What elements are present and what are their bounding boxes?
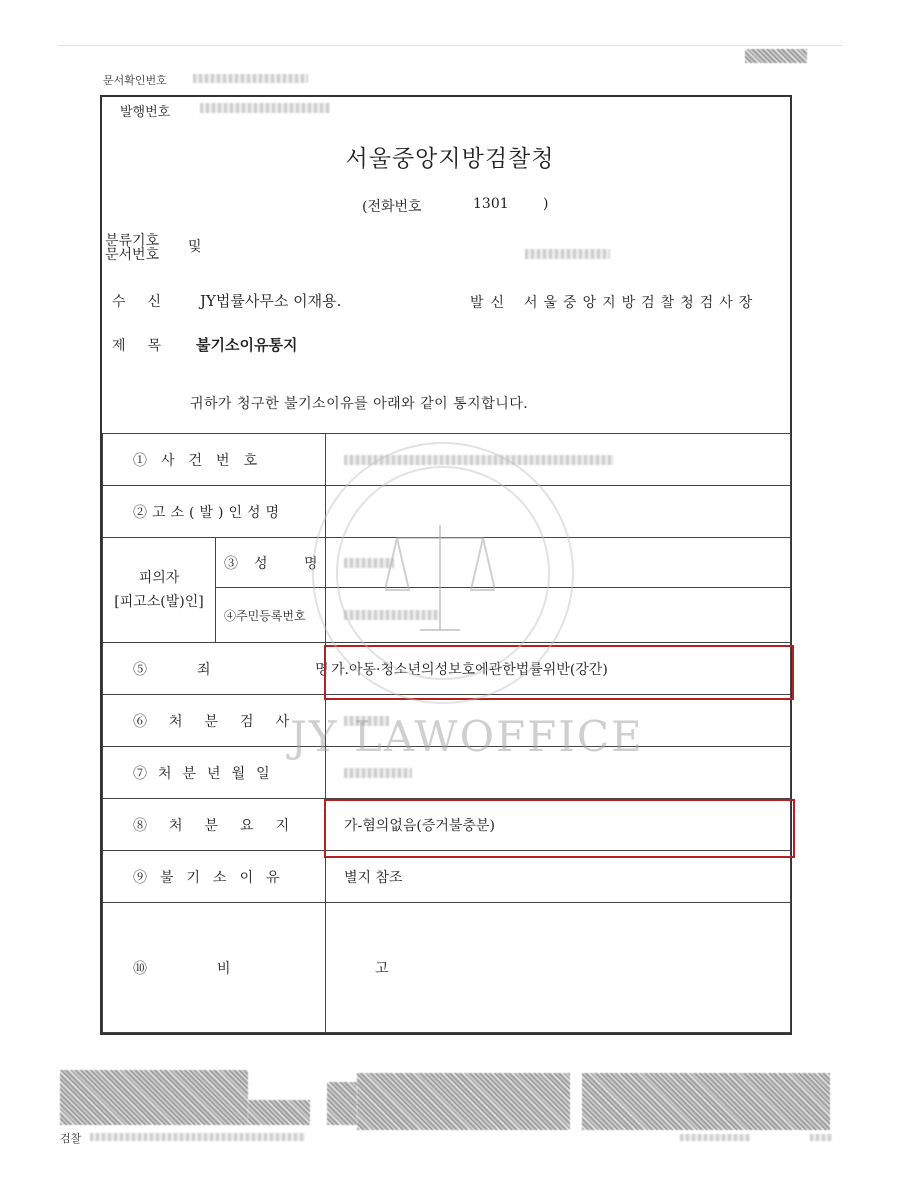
office-title: 서울중앙지방검찰청 <box>345 146 555 172</box>
suspect-sublabel: [피고소(발)인] <box>114 594 204 610</box>
doc-confirm-number-redacted <box>193 74 308 83</box>
corner-code-redacted <box>745 49 807 63</box>
scales-watermark-icon <box>385 520 495 640</box>
remarks-label: ⑩비 고 <box>103 903 326 1033</box>
footer-code-redacted <box>90 1133 305 1141</box>
subject-value: 불기소이유통지 <box>196 336 298 354</box>
top-rule <box>58 45 842 46</box>
barcode-block-1 <box>60 1070 248 1125</box>
barcode-block-1b <box>248 1100 310 1125</box>
barcode-block-2 <box>357 1073 570 1130</box>
footer-right-redacted <box>680 1134 750 1141</box>
disposition-value: 가-혐의없음(증거불충분) <box>326 799 791 851</box>
table-row <box>103 851 791 903</box>
classification-label: 분류기호 문서번호 <box>105 233 160 263</box>
sender-value: 서울중앙지방검찰청검사장 <box>524 295 759 311</box>
complainant-label: ②고소(발)인성명 <box>103 486 326 538</box>
resident-number-label: ④주민등록번호 <box>216 588 326 643</box>
disposition-label: ⑧처분요지 <box>103 799 326 851</box>
classification-and: 및 <box>188 239 202 255</box>
table-row <box>103 903 791 1033</box>
sender-label: 발신 <box>470 295 512 311</box>
reason-value: 별지 참조 <box>326 851 791 903</box>
watermark-text: JY LAWOFFICE <box>290 712 644 761</box>
crime-label: ⑤죄 명 <box>103 643 326 695</box>
phone-label: (전화번호 <box>362 199 422 215</box>
disposition-date-label: ⑦처분년월일 <box>103 747 326 799</box>
notice-text: 귀하가 청구한 불기소이유를 아래와 같이 통지합니다. <box>190 396 529 412</box>
phone-number: 1301 <box>473 196 509 212</box>
footer-page-redacted <box>810 1134 832 1141</box>
suspect-label: 피의자 <box>138 570 180 586</box>
issue-number-redacted <box>200 103 330 113</box>
document-date-redacted <box>525 249 610 259</box>
recipient-label: 수신 <box>112 294 184 310</box>
disposition-highlight-box <box>324 799 795 858</box>
footer-label: 검찰 <box>60 1132 82 1145</box>
issue-number-label: 발행번호 <box>120 105 171 120</box>
subject-label: 제목 <box>112 338 184 354</box>
name-label: ③성 명 <box>216 538 326 588</box>
doc-confirm-label: 문서확인번호 <box>103 74 167 87</box>
suspect-label-cell <box>103 538 216 643</box>
phone-close-paren: ) <box>543 196 549 212</box>
barcode-block-3 <box>582 1073 830 1130</box>
case-number-label: ①사건번호 <box>103 434 326 486</box>
prosecutor-label: ⑥처분검사 <box>103 695 326 747</box>
recipient-value: JY법률사무소 이재용. <box>200 292 342 310</box>
barcode-block-2a <box>327 1082 357 1125</box>
reason-label: ⑨불기소이유 <box>103 851 326 903</box>
crime-value: 가.아동·청소년의성보호에관한법률위반(강간) <box>326 643 791 695</box>
disposition-date-redacted <box>344 768 412 778</box>
